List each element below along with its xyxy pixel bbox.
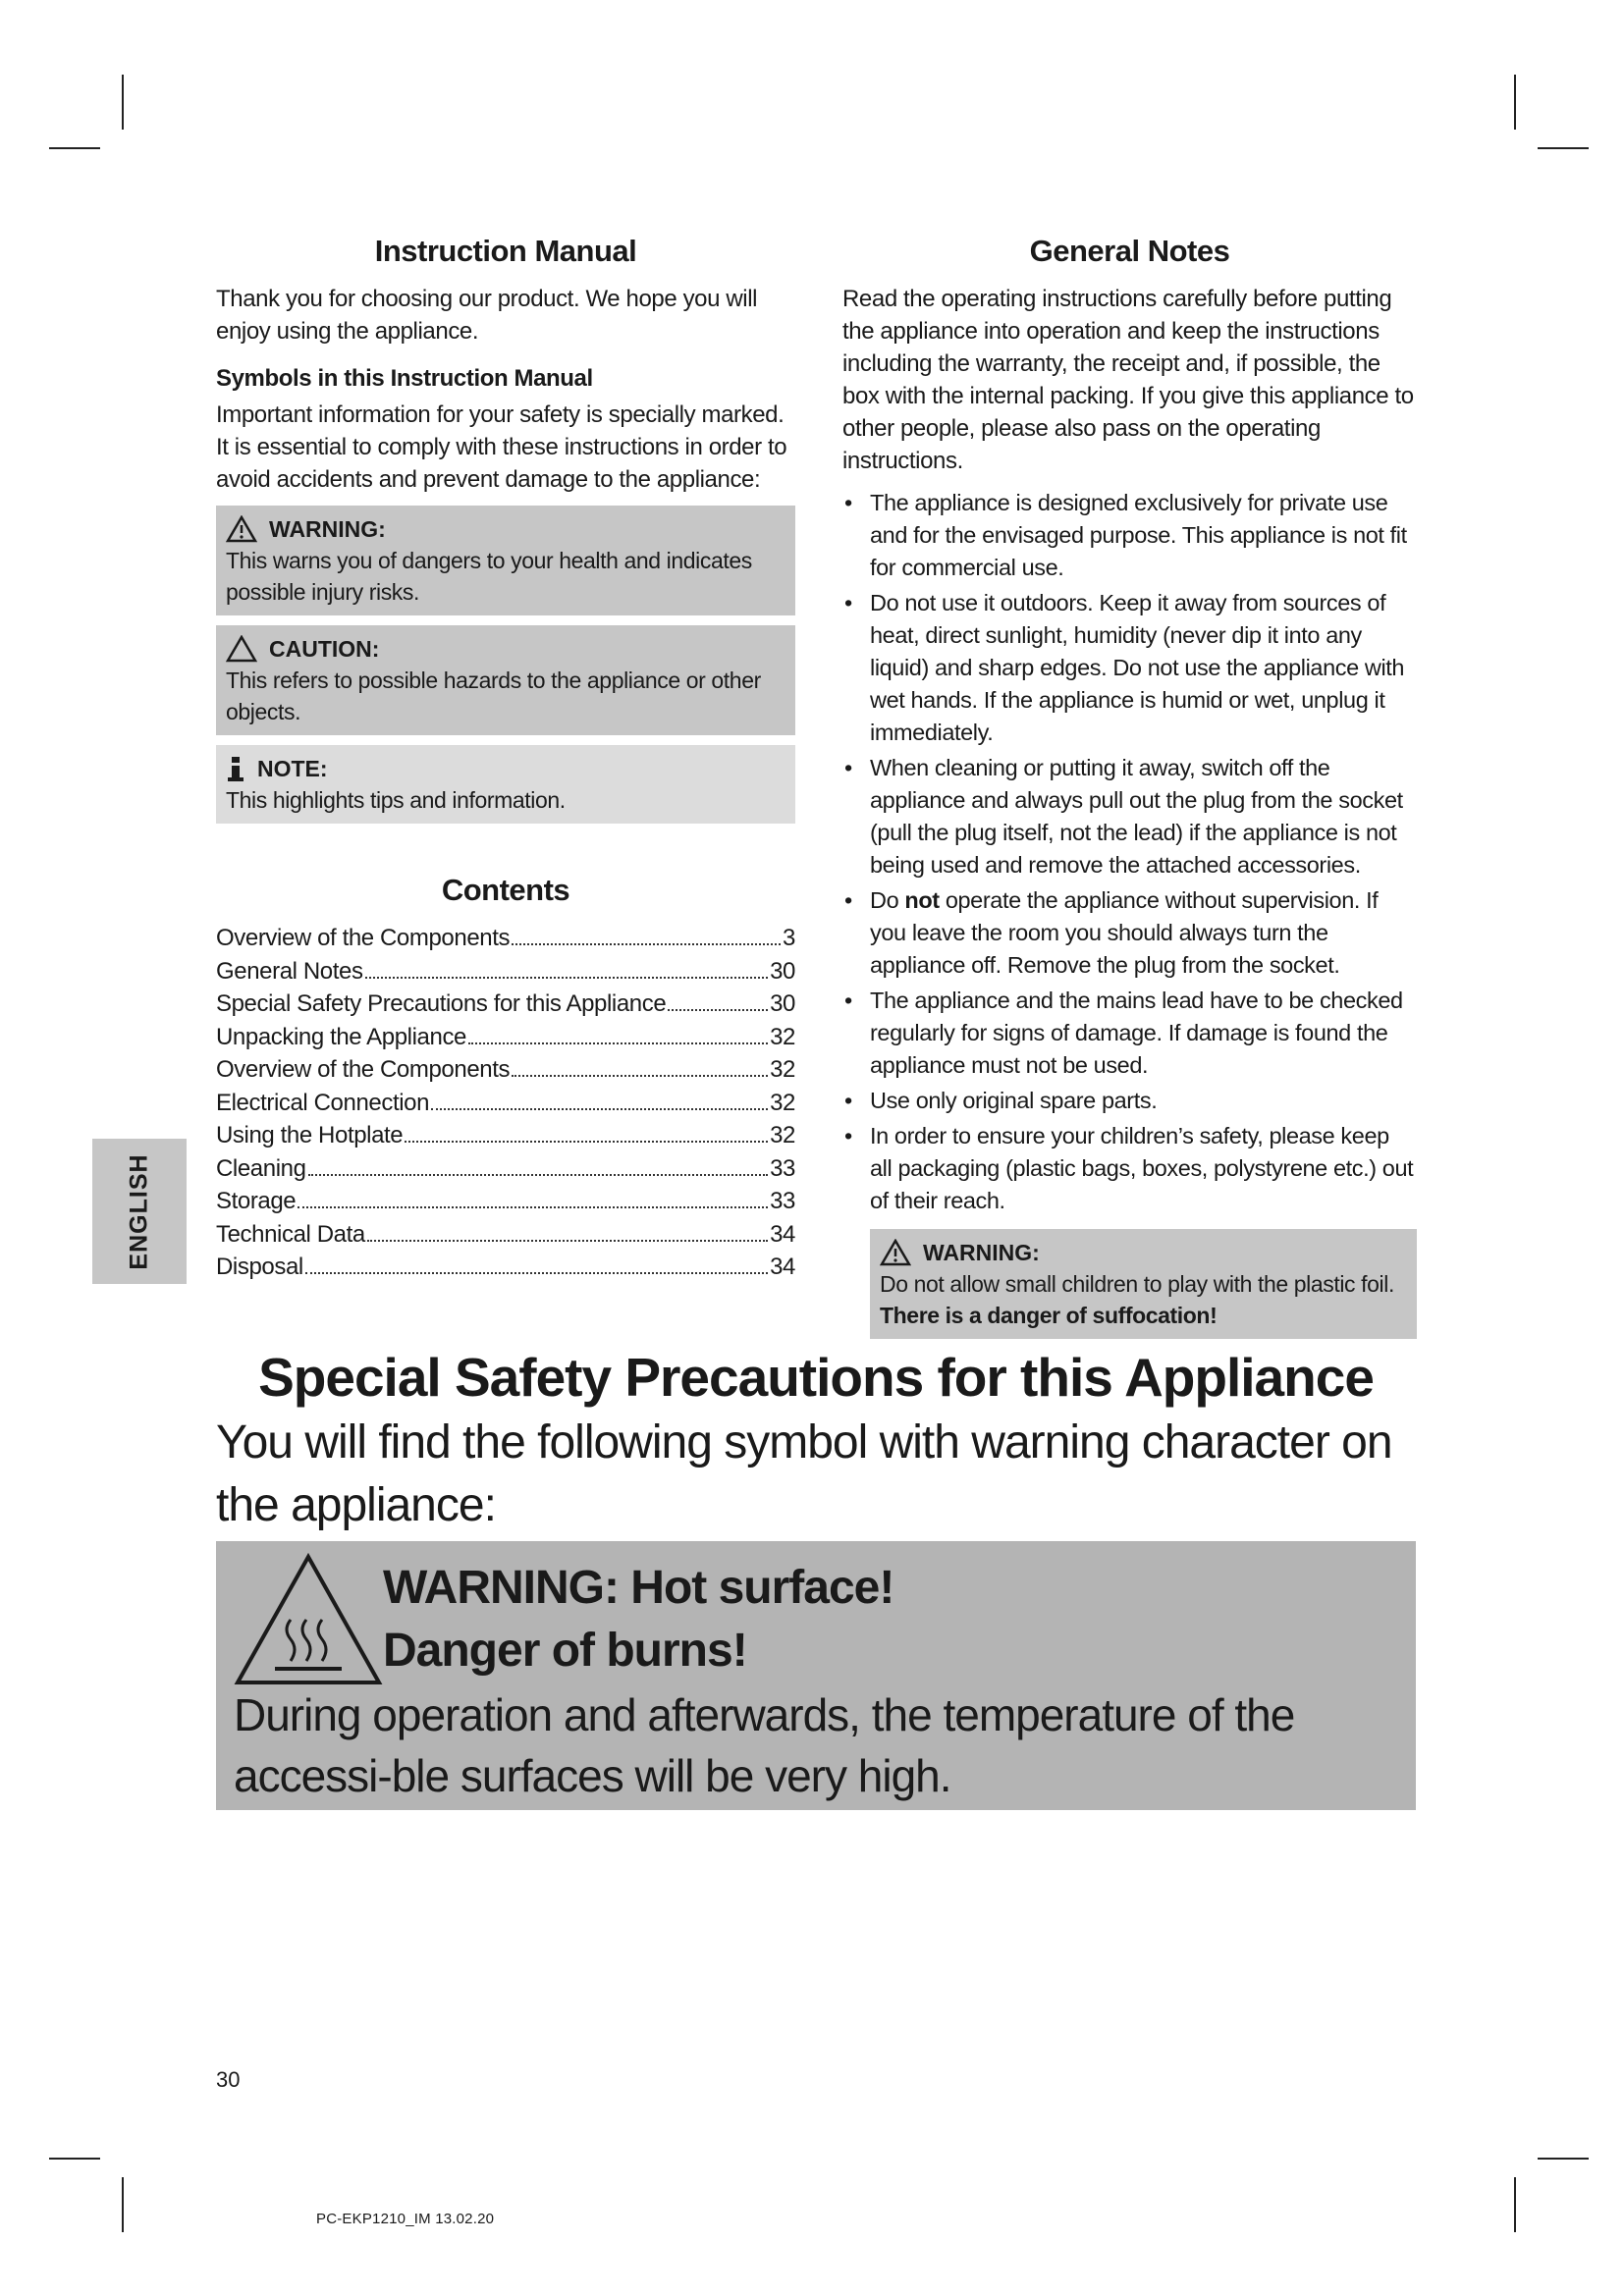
caution-box — [216, 625, 795, 735]
toc-leader — [512, 943, 781, 945]
toc-page: 32 — [770, 1056, 795, 1083]
crop-mark — [49, 147, 100, 149]
toc-page: 3 — [783, 925, 795, 951]
toc-leader — [405, 1141, 768, 1143]
toc-page: 34 — [770, 1220, 795, 1248]
list-item-emphasis: not — [904, 887, 940, 913]
toc-page: 33 — [770, 1188, 795, 1214]
toc-page: 32 — [770, 1023, 795, 1050]
list-item: • When cleaning or putting it away, switch off the appliance and always pull out the plug from the socket (pull the plug itself, not the lead) if the appliance is not being used and remove the attached accessories. — [842, 752, 1417, 881]
toc-entry — [216, 1021, 795, 1054]
toc-leader — [298, 1206, 768, 1208]
caution-title: CAUTION: — [269, 636, 380, 662]
toc-label: Unpacking the Appliance — [216, 1023, 466, 1050]
symbols-text-2: It is essential to comply with these instructions in order to avoid accidents and prevent damage to the appliance: — [216, 434, 787, 493]
hot-surface-warning-box — [216, 1541, 1416, 1810]
toc-entry — [216, 1053, 795, 1087]
toc-leader — [365, 977, 769, 979]
hot-surface-body: During operation and afterwards, the temperature of the accessi-ble surfaces will be very high. — [234, 1689, 1295, 1801]
toc-page: 32 — [770, 1089, 795, 1116]
crop-mark — [1538, 147, 1589, 149]
list-item: • In order to ensure your children’s safety, please keep all packaging (plastic bags, boxes, polystyrene etc.) out of their reach. — [842, 1120, 1417, 1217]
language-tab — [92, 1139, 187, 1284]
safety-intro: You will find the following symbol with warning character on the appliance: — [216, 1416, 1392, 1531]
toc-leader — [308, 1174, 769, 1176]
instruction-manual-title: Instruction Manual — [374, 234, 637, 268]
crop-mark — [122, 2177, 124, 2232]
toc-entry — [216, 1119, 795, 1152]
contents-title: Contents — [441, 873, 570, 907]
toc-label: Electrical Connection — [216, 1089, 430, 1116]
hot-surface-icon — [230, 1551, 387, 1688]
note-box — [216, 745, 795, 824]
toc-label: Technical Data — [216, 1220, 365, 1248]
table-of-contents — [216, 922, 795, 1284]
toc-page: 34 — [770, 1254, 795, 1280]
symbols-heading: Symbols in this Instruction Manual — [216, 365, 593, 392]
warning-triangle-icon — [880, 1239, 911, 1266]
symbols-text-1: Important information for your safety is specially marked. — [216, 401, 785, 428]
right-column — [842, 234, 1417, 1339]
warning-body: This warns you of dangers to your health and indicates possible injury risks. — [226, 548, 752, 605]
crop-mark — [122, 75, 124, 130]
toc-leader — [431, 1108, 768, 1110]
list-item-text: Do — [870, 887, 905, 913]
toc-label: Cleaning — [216, 1154, 306, 1182]
hot-surface-title — [383, 1557, 893, 1682]
toc-entry — [216, 1185, 795, 1218]
toc-label: Special Safety Precautions for this Appliance — [216, 990, 667, 1017]
toc-page: 33 — [770, 1154, 795, 1182]
toc-leader — [668, 1009, 768, 1011]
safety-title: Special Safety Precautions for this Appliance — [258, 1347, 1374, 1408]
toc-entry — [216, 1152, 795, 1186]
crop-mark — [1514, 2177, 1516, 2232]
list-item: • Do not use it outdoors. Keep it away from sources of heat, direct sunlight, humidity (never dip it into any liquid) and sharp edges. Do not use the appliance with wet hands. If the appliance is humid or wet, unplug it immediately. — [842, 587, 1417, 749]
suffocation-warning-emphasis: There is a danger of suffocation! — [880, 1303, 1218, 1328]
toc-entry — [216, 1251, 795, 1284]
crop-mark — [1538, 2158, 1589, 2160]
left-column — [216, 234, 795, 1284]
hot-surface-title-line-1: WARNING: Hot surface! — [383, 1562, 894, 1614]
toc-leader — [468, 1042, 768, 1044]
toc-page: 30 — [770, 990, 795, 1017]
list-item: • The appliance is designed exclusively for private use and for the envisaged purpose. This appliance is not fit for commercial use. — [842, 487, 1417, 584]
hot-surface-title-line-2: Danger of burns! — [383, 1625, 747, 1677]
toc-entry — [216, 988, 795, 1021]
note-title: NOTE: — [257, 756, 328, 781]
toc-label: Overview of the Components — [216, 1056, 511, 1083]
toc-label: Storage — [216, 1188, 297, 1214]
list-item: • Use only original spare parts. — [842, 1085, 1417, 1117]
warning-triangle-icon — [226, 515, 257, 543]
intro-text: Thank you for choosing our product. We hope you will enjoy using the appliance. — [216, 286, 758, 345]
footer-code: PC-EKP1210_IM 13.02.20 — [316, 2211, 495, 2227]
toc-entry — [216, 1218, 795, 1252]
toc-entry — [216, 955, 795, 988]
language-label: ENGLISH — [125, 1152, 153, 1270]
general-notes-title: General Notes — [1029, 234, 1230, 268]
toc-leader — [367, 1240, 768, 1242]
list-item — [842, 884, 1417, 982]
toc-leader — [512, 1075, 768, 1077]
toc-entry — [216, 1087, 795, 1120]
suffocation-warning-title: WARNING: — [923, 1240, 1040, 1265]
suffocation-warning-box — [870, 1229, 1417, 1339]
warning-box — [216, 506, 795, 615]
toc-page: 30 — [770, 957, 795, 985]
toc-entry — [216, 922, 795, 955]
warning-title: WARNING: — [269, 516, 386, 542]
toc-label: Overview of the Components — [216, 925, 511, 951]
info-icon — [226, 755, 245, 782]
caution-body: This refers to possible hazards to the appliance or other objects. — [226, 667, 761, 724]
general-notes-list — [842, 487, 1417, 1217]
general-notes-intro: Read the operating instructions carefully before putting the appliance into operation and keep the instructions including the warranty, the receipt and, if possible, the box with the internal packing. If you give this appliance to other people, please also pass on the operating instructions. — [842, 286, 1414, 474]
list-item: • The appliance and the mains lead have to be checked regularly for signs of damage. If damage is found the appliance must not be used. — [842, 985, 1417, 1082]
toc-label: Using the Hotplate — [216, 1122, 404, 1148]
suffocation-warning-body: Do not allow small children to play with the plastic foil. — [880, 1271, 1394, 1297]
crop-mark — [49, 2158, 100, 2160]
crop-mark — [1514, 75, 1516, 130]
toc-leader — [305, 1272, 768, 1274]
note-body: This highlights tips and information. — [226, 787, 566, 813]
page-number: 30 — [216, 2067, 241, 2092]
caution-triangle-icon — [226, 635, 257, 663]
toc-label: General Notes — [216, 957, 363, 985]
toc-label: Disposal — [216, 1254, 303, 1280]
list-item-text: operate the appliance without supervision. If you leave the room you should always turn the appliance off. Remove the plug from the socket. — [870, 887, 1379, 978]
toc-page: 32 — [770, 1122, 795, 1148]
